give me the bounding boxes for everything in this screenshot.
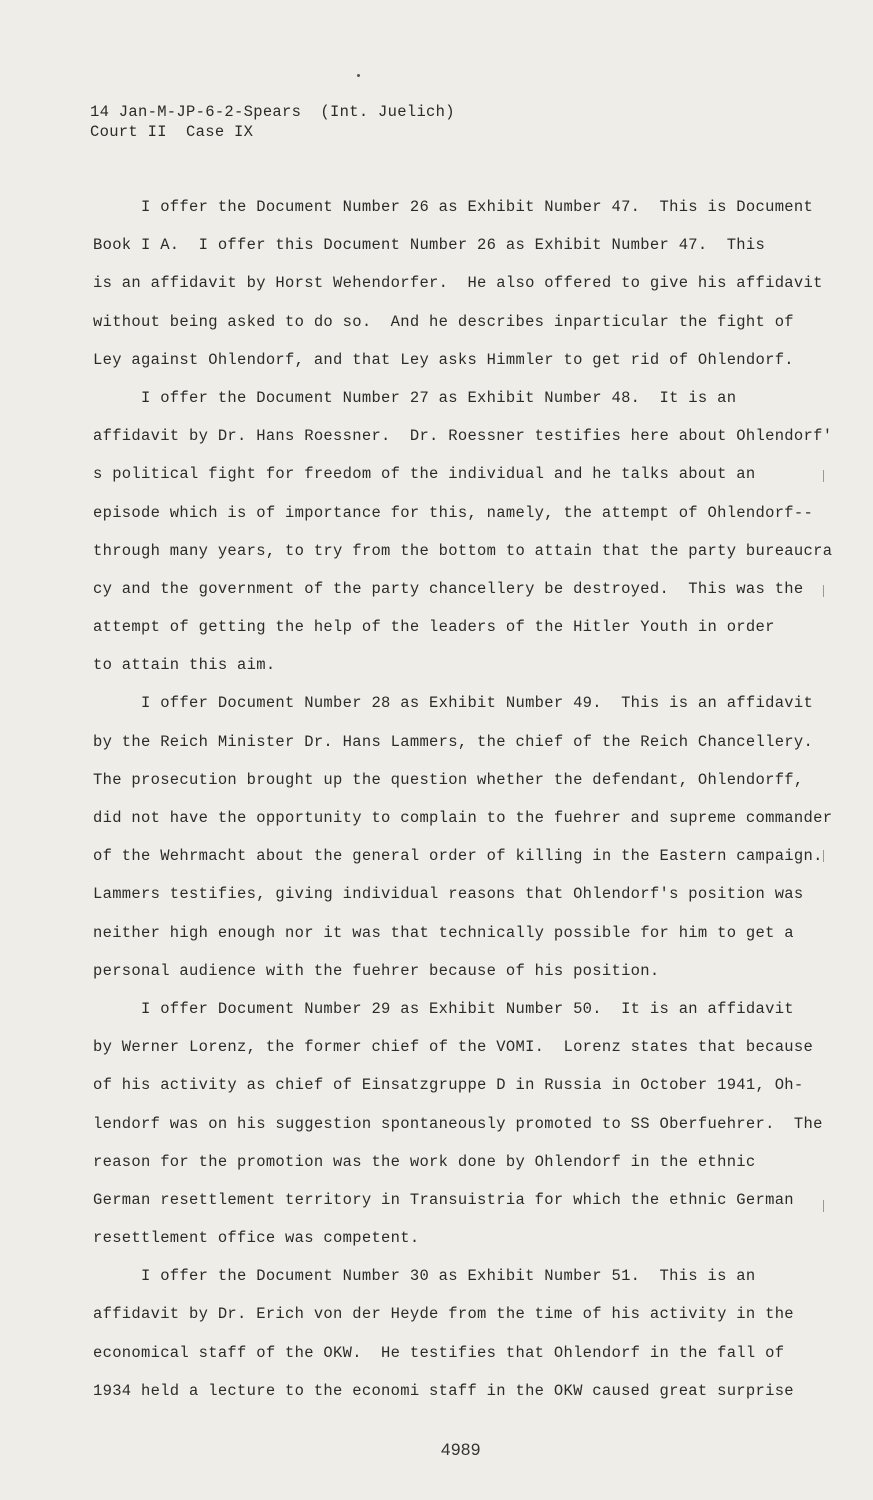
text-line: by Werner Lorenz, the former chief of the VOMI. Lorenz states that because xyxy=(93,1038,814,1057)
text-line: is an affidavit by Horst Wehendorfer. He also offered to give his affidavit xyxy=(93,274,823,293)
transcript-body xyxy=(93,192,833,1414)
stray-mark xyxy=(357,74,360,77)
text-line: Lammers testifies, giving individual reasons that Ohlendorf's position was xyxy=(93,885,804,904)
text-line: I offer Document Number 29 as Exhibit Number 50. It is an affidavit xyxy=(93,999,794,1018)
page-number: 4989 xyxy=(441,1440,481,1459)
text-line: affidavit by Dr. Hans Roessner. Dr. Roessner testifies here about Ohlendorf' xyxy=(93,427,833,446)
margin-mark xyxy=(823,1200,824,1212)
text-line: German resettlement territory in Transuistria for which the ethnic German xyxy=(93,1190,794,1209)
text-line: episode which is of importance for this, namely, the attempt of Ohlendorf-- xyxy=(93,503,814,522)
margin-mark xyxy=(823,585,824,597)
text-line: neither high enough nor it was that technically possible for him to get a xyxy=(93,923,794,942)
text-line: The prosecution brought up the question whether the defendant, Ohlendorff, xyxy=(93,770,804,789)
text-line: without being asked to do so. And he describes inparticular the fight of xyxy=(93,312,794,331)
text-line: did not have the opportunity to complain to the fuehrer and supreme commander xyxy=(93,809,833,827)
text-line: resettlement office was competent. xyxy=(93,1229,420,1248)
text-line: cy and the government of the party chancellery be destroyed. This was the xyxy=(93,579,804,598)
text-line: I offer the Document Number 27 as Exhibit Number 48. It is an xyxy=(93,388,737,407)
document-header xyxy=(90,102,455,142)
header-line-2: Court II Case IX xyxy=(90,123,254,141)
text-line: attempt of getting the help of the leaders of the Hitler Youth in order xyxy=(93,618,775,637)
text-line: economical staff of the OKW. He testifies that Ohlendorf in the fall of xyxy=(93,1343,785,1362)
margin-mark xyxy=(823,470,824,482)
text-line: I offer the Document Number 30 as Exhibit Number 51. This is an xyxy=(93,1267,756,1286)
margin-mark xyxy=(823,850,824,862)
text-line: I offer Document Number 28 as Exhibit Number 49. This is an affidavit xyxy=(93,694,814,713)
text-line: of his activity as chief of Einsatzgruppe D in Russia in October 1941, Oh- xyxy=(93,1076,804,1095)
text-line: Ley against Ohlendorf, and that Ley asks Himmler to get rid of Ohlendorf. xyxy=(93,350,794,369)
text-line: I offer the Document Number 26 as Exhibit Number 47. This is Document xyxy=(93,198,814,216)
text-line: through many years, to try from the bottom to attain that the party bureaucra xyxy=(93,541,833,560)
text-line: reason for the promotion was the work done by Ohlendorf in the ethnic xyxy=(93,1152,756,1171)
text-line: Book I A. I offer this Document Number 26 as Exhibit Number 47. This xyxy=(93,236,766,255)
text-line: lendorf was on his suggestion spontaneously promoted to SS Oberfuehrer. The xyxy=(93,1114,823,1133)
text-line: by the Reich Minister Dr. Hans Lammers, the chief of the Reich Chancellery. xyxy=(93,732,814,751)
header-line-1: 14 Jan-M-JP-6-2-Spears (Int. Juelich) xyxy=(90,103,455,121)
text-line: of the Wehrmacht about the general order of killing in the Eastern campaign. xyxy=(93,847,823,866)
text-line: s political fight for freedom of the individual and he talks about an xyxy=(93,465,756,484)
text-line: affidavit by Dr. Erich von der Heyde from the time of his activity in the xyxy=(93,1305,794,1324)
text-line: to attain this aim. xyxy=(93,656,276,675)
text-line: 1934 held a lecture to the economi staff in the OKW caused great surprise xyxy=(93,1381,794,1400)
text-line: personal audience with the fuehrer because of his position. xyxy=(93,961,660,980)
